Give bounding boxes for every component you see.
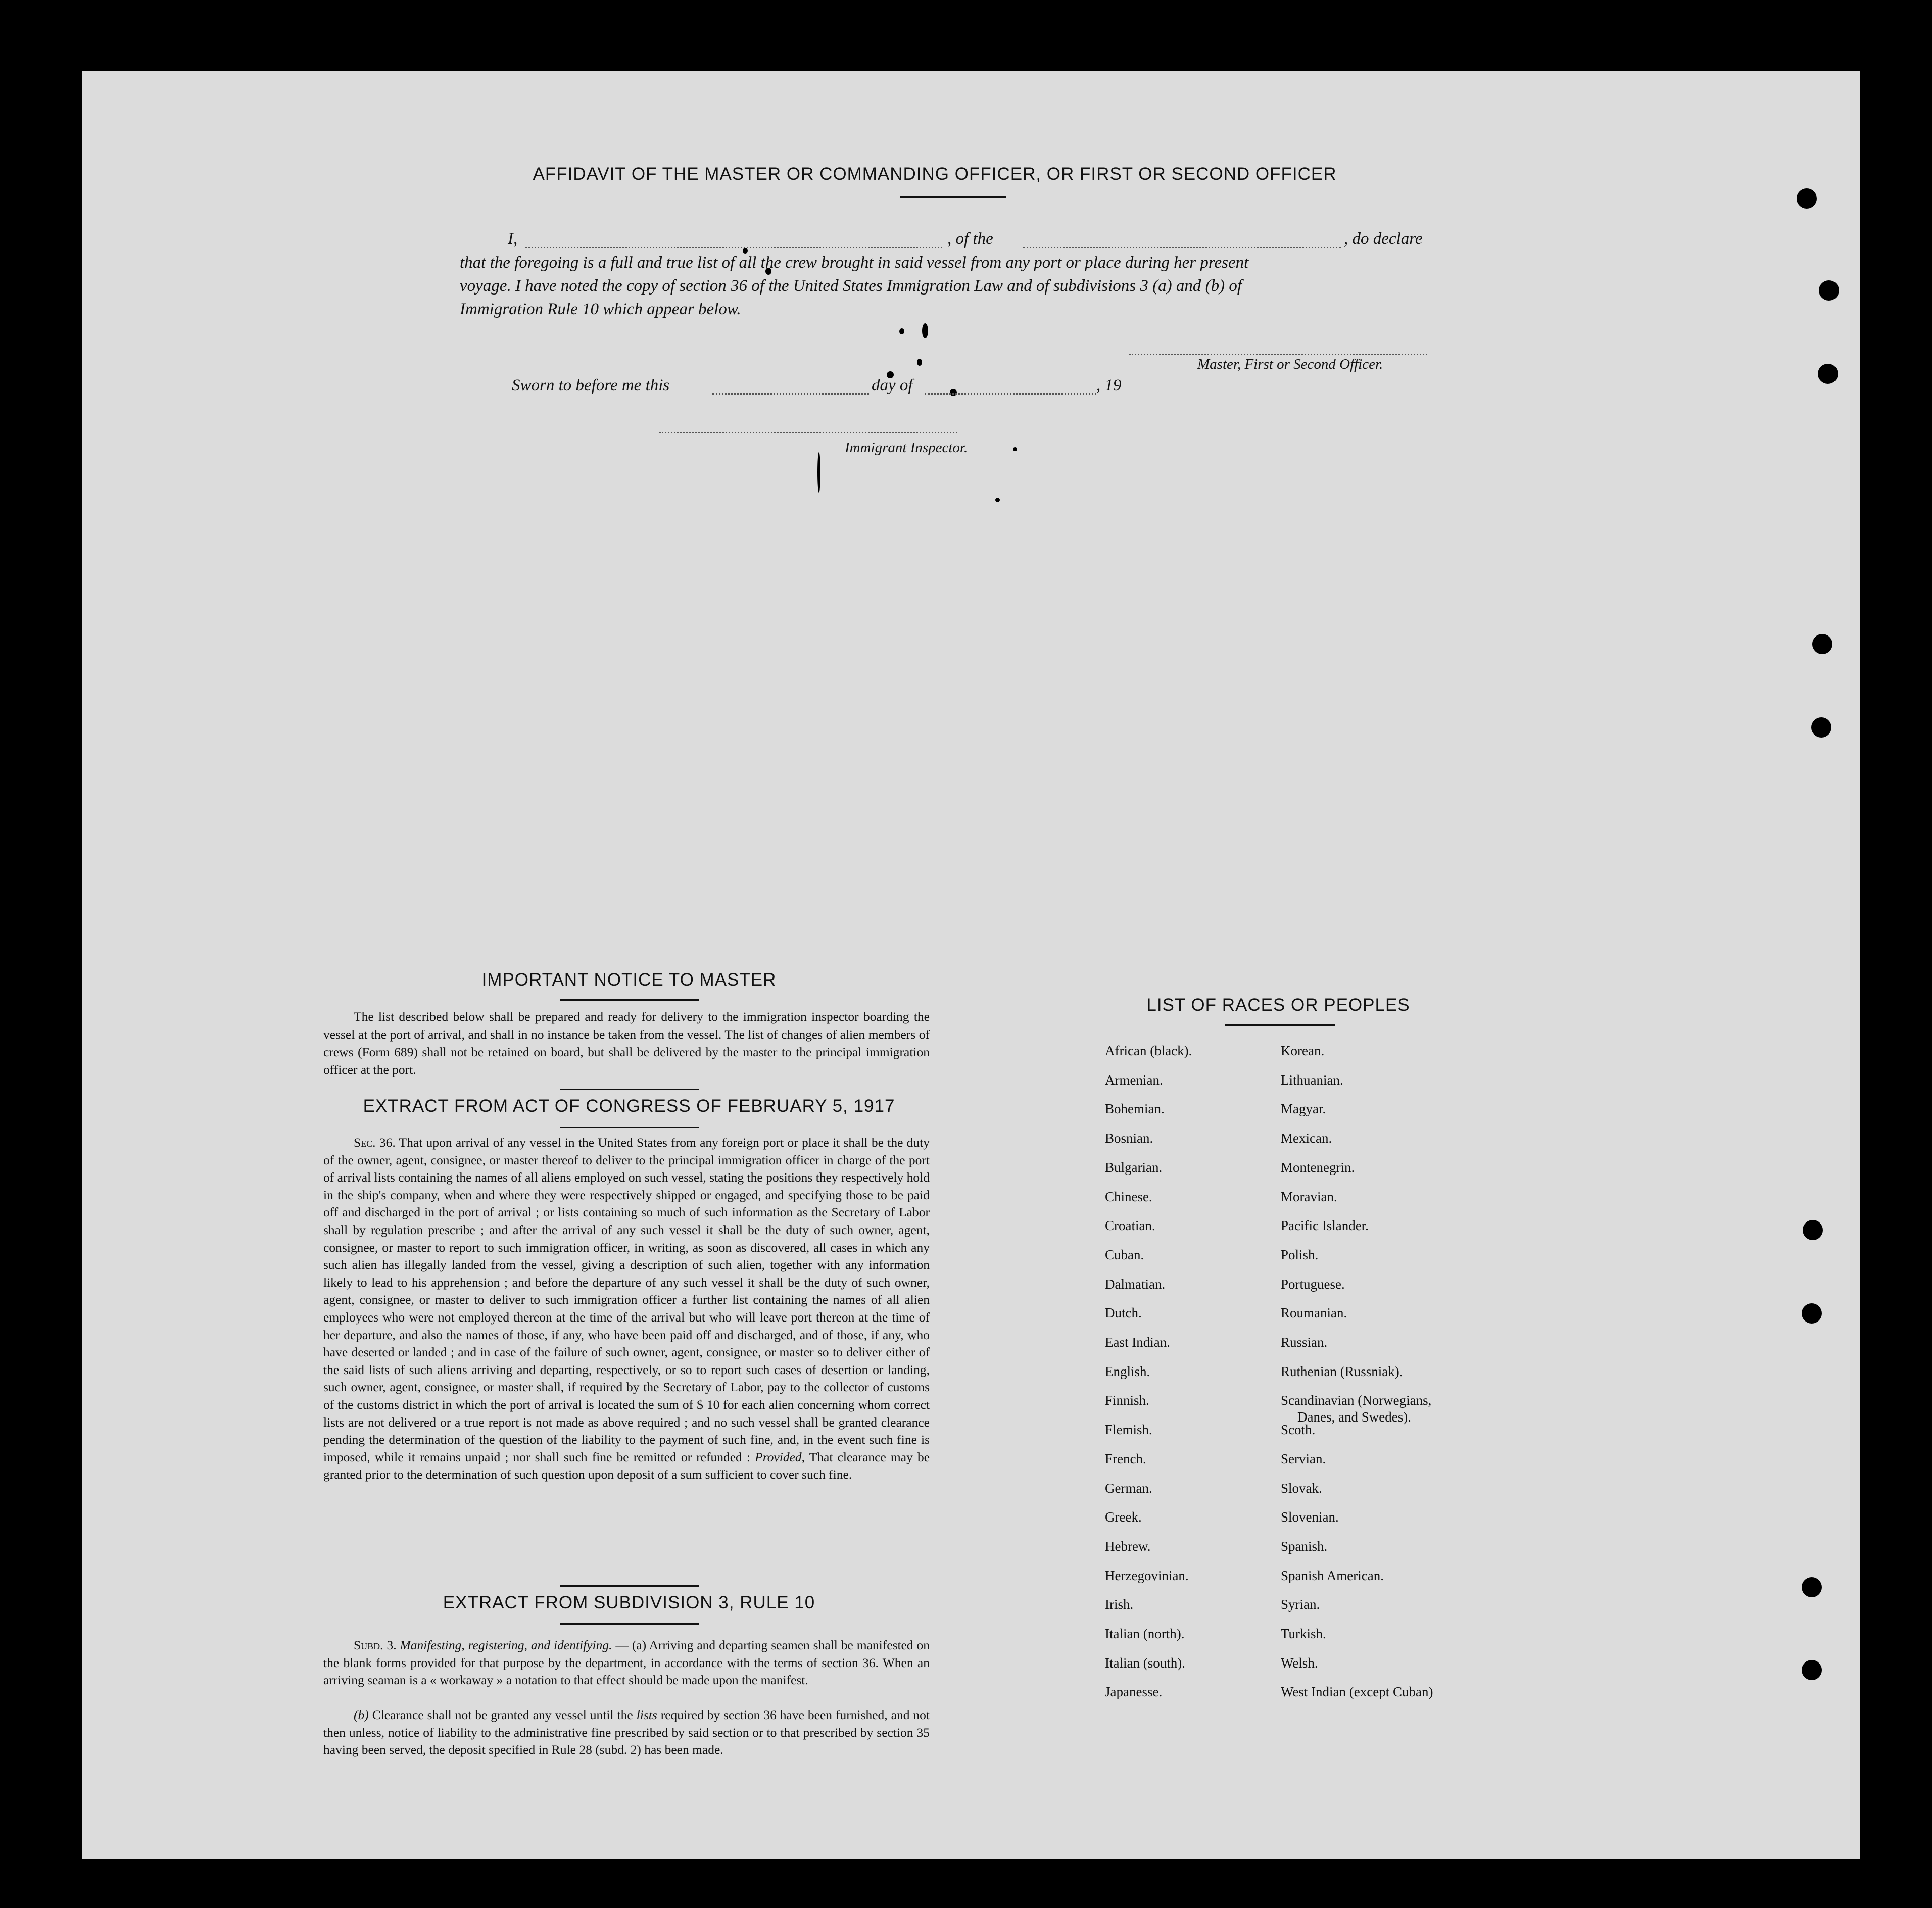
sworn-day-field[interactable]	[712, 393, 869, 395]
rule-b-text-1: Clearance shall not be granted any vessel until the	[372, 1707, 633, 1722]
race-item: Montenegrin.	[1281, 1159, 1355, 1175]
race-item: Irish.	[1105, 1597, 1134, 1612]
race-item: Spanish.	[1281, 1538, 1328, 1554]
affidavit-line4: Immigration Rule 10 which appear below.	[460, 300, 741, 318]
rule-subd-title: Manifesting, registering, and identifying.	[400, 1638, 612, 1652]
name-field[interactable]	[525, 247, 942, 248]
race-item: Mexican.	[1281, 1131, 1332, 1146]
punch-hole	[1802, 1577, 1822, 1597]
race-item: Cuban.	[1105, 1247, 1144, 1262]
rule-b-text-2: required by section 36 have been furnished, and not then unless, notice of liability to the administrative fine prescribed by said section or to that prescribed by section 35 having been served, the deposit specified in Rule 28 (subd. 2) has been made.	[323, 1707, 930, 1757]
race-item: Slovenian.	[1281, 1509, 1339, 1525]
race-item: Syrian.	[1281, 1597, 1320, 1612]
master-signature-field[interactable]	[1129, 354, 1427, 355]
rule-b-label: (b)	[354, 1707, 369, 1722]
race-item: Portuguese.	[1281, 1276, 1345, 1292]
act-text: That upon arrival of any vessel in the United States from any foreign port or place it shall be the duty of the owner, agent, consignee, or master thereof to deliver to the principal immigration officer in charge of the port of arrival lists containing the names of all aliens employed on such vessel, stating the positions they respectively hold in the ship's company, when and where they were respectively shipped or engaged, and specifying those to be paid off and discharged in the port of arrival ; or lists containing so much of such information as the Secretary of Labor shall by regulation prescribe ; and after the arrival of any such vessel it shall be the duty of such owner, agent, consignee, or master to report to such immigration officer, in writing, as soon as discovered, all cases in which any such alien has illegally landed from the vessel, giving a description of such alien, together with any information likely to lead to his apprehension ; and before the departure of any such vessel it shall be the duty of such owner, agent, consignee, or master to deliver to such immigration officer a further list containing the names of all alien employees who were not employed thereon at the time of the arrival but who will leave port thereon at the time of her departure, and also the names of those, if any, who have been paid off and discharged, and of those, if any, who have deserted or landed ; and in case of the failure of such owner, agent, consignee, or master so to deliver either of the said lists of such aliens arriving and departing, respectively, or so to report such cases of desertion or landing, such owner, agent, consignee, or master shall, if required by the Secretary of Labor, pay to the collector of customs of the customs district in which the port of arrival is located the sum of $ 10 for each alien concerning whom correct lists are not delivered or a true report is not made as above required ; and no such vessel shall be granted clearance pending the determination of the question of the liability to the payment of such fine, and, in the event such fine is imposed, while it remains unpaid ; nor shall such fine be remitted or refunded :	[323, 1135, 930, 1464]
punch-hole	[1811, 717, 1831, 738]
race-item: Hebrew.	[1105, 1538, 1151, 1554]
punch-hole	[1802, 1303, 1822, 1324]
race-item: Italian (north).	[1105, 1626, 1185, 1641]
race-item: Bulgarian.	[1105, 1159, 1163, 1175]
race-item: Welsh.	[1281, 1655, 1318, 1671]
race-item: Servian.	[1281, 1451, 1326, 1466]
affidavit-of-the: , of the	[947, 230, 993, 248]
race-item: Armenian.	[1105, 1072, 1163, 1088]
act-underline	[560, 1127, 699, 1128]
rule-subd-label: Subd. 3.	[354, 1638, 397, 1652]
race-item: Bosnian.	[1105, 1131, 1153, 1146]
race-item: Finnish.	[1105, 1393, 1149, 1408]
rule-b	[323, 1706, 930, 1759]
act-provided: Provided,	[755, 1449, 805, 1464]
rule-underline	[560, 1623, 699, 1625]
race-item: Magyar.	[1281, 1101, 1326, 1117]
act-title: EXTRACT FROM ACT OF CONGRESS OF FEBRUARY 5, 1917	[363, 1096, 895, 1116]
rule-b-lists: lists	[636, 1707, 657, 1722]
affidavit-line2: that the foregoing is a full and true list of all the crew brought in said vessel from any port or place during her present	[460, 254, 1249, 272]
race-item: Ruthenian (Russniak).	[1281, 1363, 1403, 1379]
race-item: Scoth.	[1281, 1422, 1316, 1438]
act-text-end: That clearance may be granted prior to the determination of such question upon deposit of a sum sufficient to cover such fine.	[323, 1449, 930, 1482]
race-item: West Indian (except Cuban)	[1281, 1684, 1433, 1700]
notice-underline	[560, 999, 699, 1001]
race-item: Slovak.	[1281, 1480, 1322, 1496]
race-item: Korean.	[1281, 1043, 1325, 1058]
race-item: Greek.	[1105, 1509, 1142, 1525]
title-underline	[900, 196, 1006, 198]
race-item: French.	[1105, 1451, 1146, 1466]
races-title: LIST OF RACES OR PEOPLES	[1146, 995, 1410, 1015]
race-item: East Indian.	[1105, 1335, 1170, 1350]
races-underline	[1225, 1024, 1335, 1026]
rule-a	[323, 1637, 930, 1689]
affidavit-do-declare: , do declare	[1344, 230, 1423, 248]
race-scandinavian-cont: Danes, and Swedes).	[1297, 1409, 1411, 1425]
race-item: Dutch.	[1105, 1305, 1142, 1321]
affidavit-line3: voyage. I have noted the copy of section 36 of the United States Immigration Law and of subdivisions 3 (a) and (b) of	[460, 277, 1242, 295]
race-item: Moravian.	[1281, 1189, 1337, 1204]
race-item: Pacific Islander.	[1281, 1218, 1369, 1234]
race-item: Bohemian.	[1105, 1101, 1165, 1117]
rule-a-text: — (a) Arriving and departing seamen shall be manifested on the blank forms provided for that purpose by the department, in accordance with the terms of section 36. When an arriving seaman is a « workaway » a notation to that effect should be made upon the manifest.	[323, 1638, 930, 1688]
act-section-label: Sec. 36.	[354, 1135, 396, 1150]
race-item: German.	[1105, 1480, 1152, 1496]
punch-hole	[1818, 364, 1838, 384]
race-item: Flemish.	[1105, 1422, 1152, 1438]
document-sheet	[82, 71, 1860, 1859]
race-item: Turkish.	[1281, 1626, 1326, 1641]
notice-title: IMPORTANT NOTICE TO MASTER	[481, 970, 777, 990]
inspector-label: Immigrant Inspector.	[845, 439, 968, 456]
race-item: Spanish American.	[1281, 1568, 1384, 1583]
punch-hole	[1812, 634, 1832, 654]
inspector-signature-field[interactable]	[659, 432, 957, 433]
day-of-label: day of	[872, 376, 913, 395]
race-item: Italian (south).	[1105, 1655, 1185, 1671]
affidavit-i: I,	[508, 230, 518, 248]
year-label: , 19	[1096, 376, 1122, 395]
race-item: Scandinavian (Norwegians,	[1281, 1393, 1432, 1408]
race-item: Russian.	[1281, 1335, 1328, 1350]
act-body	[323, 1134, 930, 1484]
race-item: Lithuanian.	[1281, 1072, 1343, 1088]
race-item: English.	[1105, 1363, 1150, 1379]
race-item: Dalmatian.	[1105, 1276, 1166, 1292]
punch-hole	[1802, 1660, 1822, 1680]
race-item: Japanesse.	[1105, 1684, 1163, 1700]
rule-title: EXTRACT FROM SUBDIVISION 3, RULE 10	[443, 1593, 815, 1612]
vessel-field[interactable]	[1023, 247, 1341, 248]
rule-overline	[560, 1585, 699, 1587]
punch-hole	[1797, 188, 1817, 209]
race-item: African (black).	[1105, 1043, 1192, 1058]
punch-hole	[1819, 280, 1839, 301]
sworn-month-field[interactable]	[925, 393, 1096, 395]
race-item: Herzegovinian.	[1105, 1568, 1189, 1583]
affidavit-title: AFFIDAVIT OF THE MASTER OR COMMANDING OFFICER, OR FIRST OR SECOND OFFICER	[533, 164, 1337, 184]
punch-hole	[1803, 1220, 1823, 1240]
race-item: Roumanian.	[1281, 1305, 1347, 1321]
race-item: Chinese.	[1105, 1189, 1152, 1204]
act-overline	[560, 1089, 699, 1090]
notice-body: The list described below shall be prepared and ready for delivery to the immigration inspector boarding the vessel at the port of arrival, and shall in no instance be taken from the vessel. The list of changes of alien members of crews (Form 689) shall not be retained on board, but shall be delivered by the master to the principal immigration officer at the port.	[323, 1009, 930, 1077]
master-label: Master, First or Second Officer.	[1197, 356, 1383, 372]
race-item: Croatian.	[1105, 1218, 1155, 1234]
race-item: Polish.	[1281, 1247, 1319, 1262]
sworn-label: Sworn to before me this	[512, 376, 670, 395]
